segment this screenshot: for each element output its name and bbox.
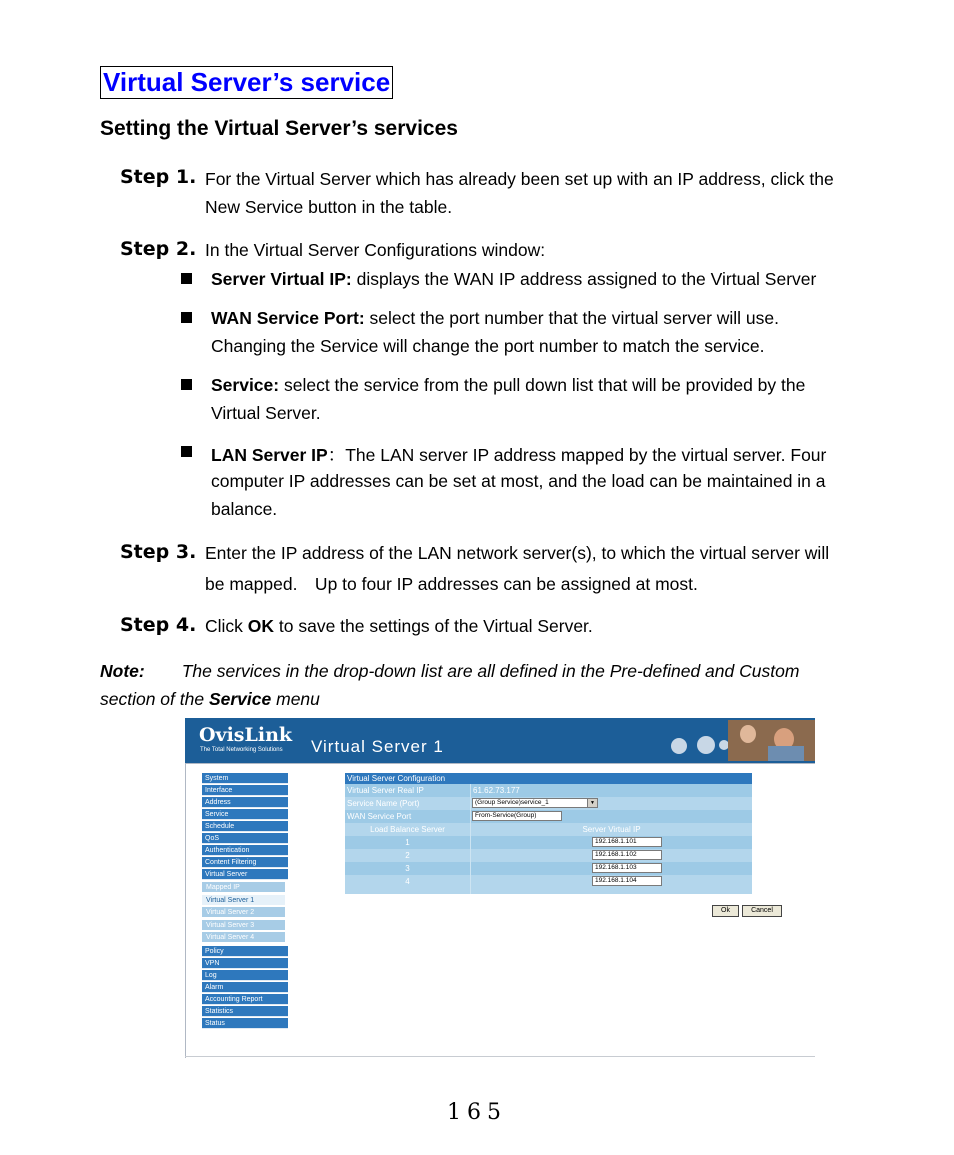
server-ip-input-3[interactable]: 192.168.1.103: [592, 863, 662, 873]
menu-vpn[interactable]: VPN: [202, 958, 288, 969]
step-1-line-2: New Service button in the table.: [205, 197, 453, 217]
server-ip-input-4[interactable]: 192.168.1.104: [592, 876, 662, 886]
wan-port-input[interactable]: From-Service(Group): [472, 811, 562, 821]
section-title: Virtual Server’s service: [100, 66, 393, 99]
bullet-3-line-2: Virtual Server.: [211, 403, 321, 423]
page-number: 165: [447, 1100, 507, 1125]
cancel-button[interactable]: Cancel: [742, 905, 782, 917]
menu-content-filtering[interactable]: Content Filtering: [202, 857, 288, 868]
menu-address[interactable]: Address: [202, 797, 288, 808]
bullet-1-line-1: Server Virtual IP: displays the WAN IP address assigned to the Virtual Server: [211, 269, 817, 289]
banner-title: Virtual Server 1: [311, 737, 444, 756]
note-text-1: The services in the drop-down list are all defined in the Pre-defined and Custom: [181, 661, 800, 681]
menu-schedule[interactable]: Schedule: [202, 821, 288, 832]
globe-icon: [697, 736, 715, 754]
config-header: Virtual Server Configuration: [345, 773, 752, 784]
config-row-server-4: 4 192.168.1.104: [345, 875, 752, 894]
server-ip-input-2[interactable]: 192.168.1.102: [592, 850, 662, 860]
ok-button[interactable]: Ok: [712, 905, 739, 917]
submenu-virtual-server-4[interactable]: Virtual Server 4: [202, 932, 285, 943]
menu-authentication[interactable]: Authentication: [202, 845, 288, 856]
config-row-service-name: Service Name (Port) (Group Service)service_1 ▼: [345, 797, 752, 810]
step-4-line-1: Click OK to save the settings of the Virtual Server.: [205, 616, 593, 636]
submenu-virtual-server-3[interactable]: Virtual Server 3: [202, 920, 285, 931]
router-ui-screenshot: [185, 718, 815, 1058]
subheading: Setting the Virtual Server’s services: [100, 117, 458, 140]
bullet-2-line-1: WAN Service Port: select the port number that the virtual server will use.: [211, 308, 780, 328]
logo-tagline: The Total Networking Solutions: [200, 747, 283, 753]
bullet-square-icon: [181, 446, 192, 457]
menu-statistics[interactable]: Statistics: [202, 1006, 288, 1017]
menu-qos[interactable]: QoS: [202, 833, 288, 844]
menu-status[interactable]: Status: [202, 1018, 288, 1029]
submenu-virtual-server-1[interactable]: Virtual Server 1: [202, 895, 285, 906]
bullet-square-icon: [181, 273, 192, 284]
menu-alarm[interactable]: Alarm: [202, 982, 288, 993]
bullet-4-line-2: computer IP addresses can be set at most, and the load can be maintained in a: [211, 471, 826, 491]
note-label: Note:: [100, 661, 145, 681]
globe-icon: [671, 738, 687, 754]
bullet-4-line-1: LAN Server IP：The LAN server IP address mapped by the virtual server. Four: [211, 445, 827, 465]
note: Note: The services in the drop-down list are all defined in the Pre-defined and Custom section of the Service menu: [100, 661, 800, 709]
service-name-select[interactable]: (Group Service)service_1 ▼: [472, 798, 598, 808]
people-photo: [728, 720, 815, 761]
bullet-3-line-1: Service: select the service from the pull down list that will be provided by the: [211, 375, 806, 395]
step-1-label: Step 1.: [120, 166, 197, 188]
server-ip-input-1[interactable]: 192.168.1.101: [592, 837, 662, 847]
submenu-virtual-server-2[interactable]: Virtual Server 2: [202, 907, 285, 918]
step-3-label: Step 3.: [120, 541, 197, 563]
menu-policy[interactable]: Policy: [202, 946, 288, 957]
step-3-line-1: Enter the IP address of the LAN network server(s), to which the virtual server will: [205, 543, 830, 563]
step-4-label: Step 4.: [120, 614, 197, 636]
step-2-label: Step 2.: [120, 238, 197, 260]
config-row-real-ip: Virtual Server Real IP 61.62.73.177: [345, 784, 752, 797]
real-ip-value: 61.62.73.177: [473, 786, 520, 795]
step-2-line-1: In the Virtual Server Configurations window:: [205, 240, 546, 260]
config-row-wan-port: WAN Service Port From-Service(Group): [345, 810, 752, 823]
bullet-2-line-2: Changing the Service will change the port number to match the service.: [211, 336, 765, 356]
ovislink-logo: OvisLink: [199, 724, 293, 746]
bullet-square-icon: [181, 379, 192, 390]
bullet-square-icon: [181, 312, 192, 323]
config-col-headers: Load Balance Server Server Virtual IP: [345, 823, 752, 836]
menu-accounting-report[interactable]: Accounting Report: [202, 994, 288, 1005]
config-row-server-3: 3 192.168.1.103: [345, 862, 752, 875]
submenu-mapped-ip[interactable]: Mapped IP: [202, 882, 285, 893]
menu-virtual-server[interactable]: Virtual Server: [202, 869, 288, 880]
chevron-down-icon[interactable]: ▼: [587, 799, 597, 807]
step-3-line-2: be mapped. Up to four IP addresses can be assigned at most.: [205, 574, 698, 594]
menu-system[interactable]: System: [202, 773, 288, 784]
config-row-server-2: 2 192.168.1.102: [345, 849, 752, 862]
menu-service[interactable]: Service: [202, 809, 288, 820]
config-row-server-1: 1 192.168.1.101: [345, 836, 752, 849]
bullet-4-line-3: balance.: [211, 499, 278, 519]
menu-log[interactable]: Log: [202, 970, 288, 981]
banner: [185, 718, 815, 763]
menu-interface[interactable]: Interface: [202, 785, 288, 796]
step-1-line-1: For the Virtual Server which has already been set up with an IP address, click the: [205, 169, 834, 189]
